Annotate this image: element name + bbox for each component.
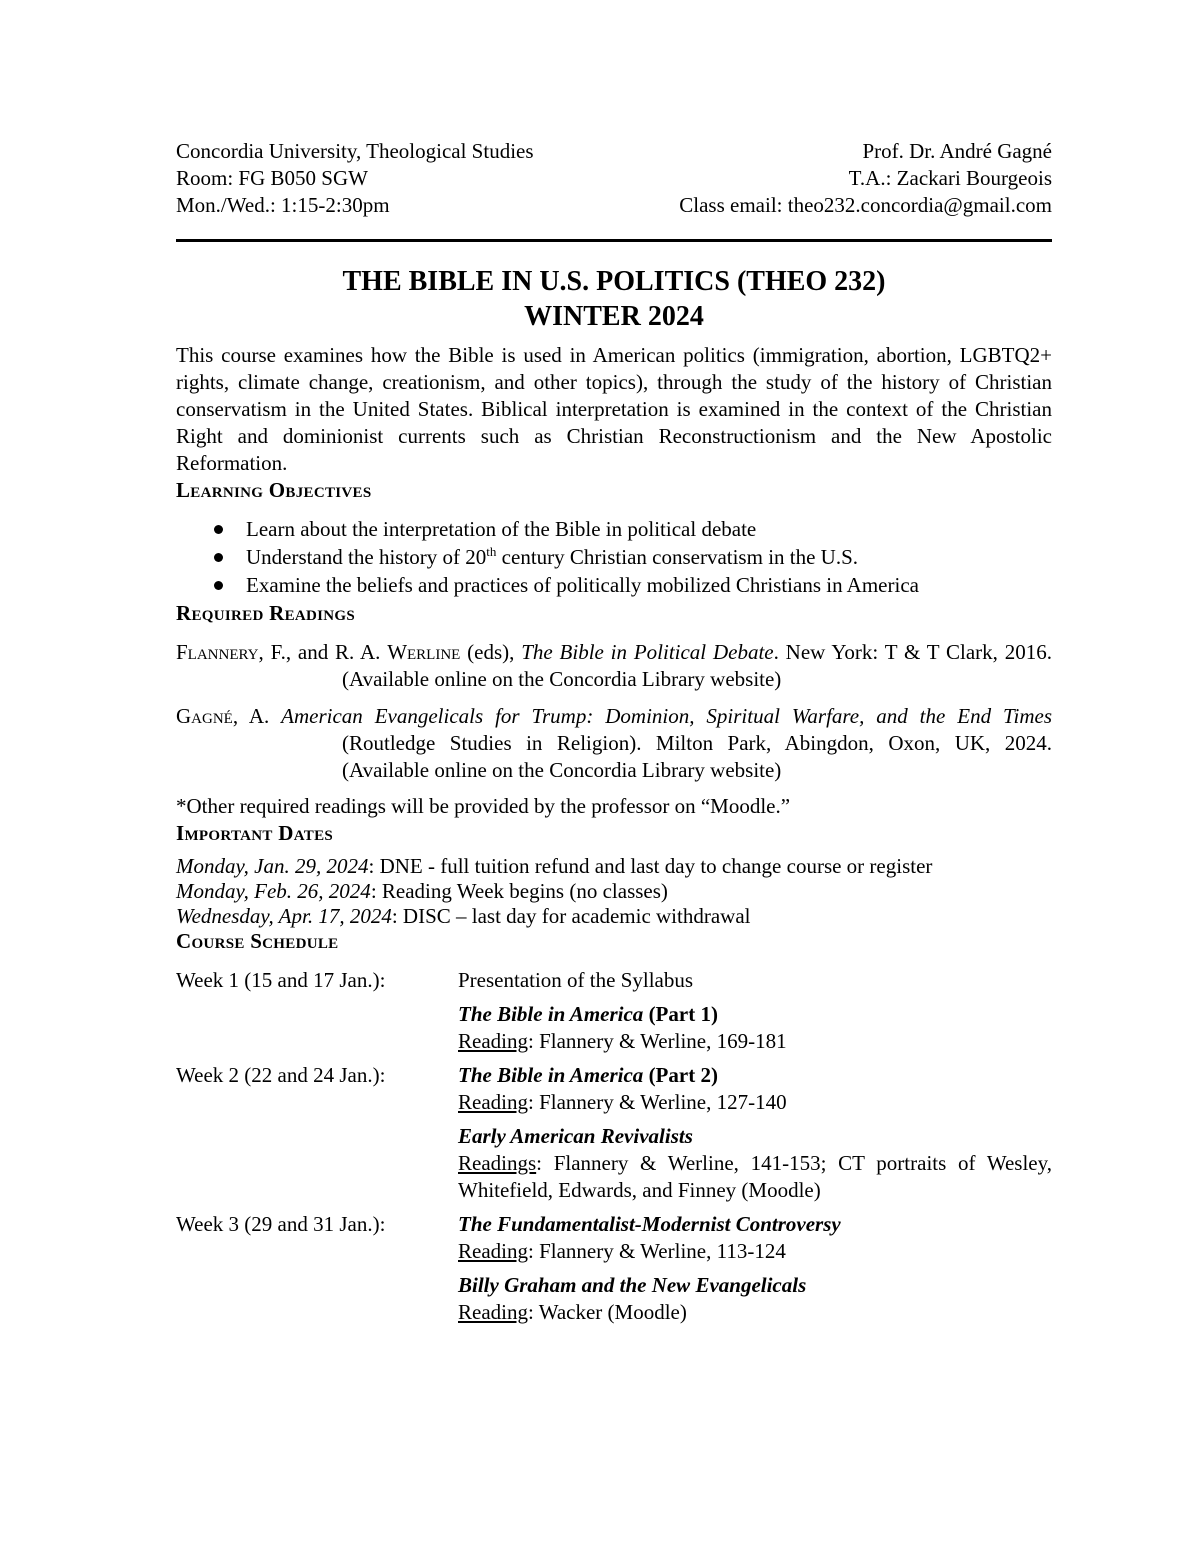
objective-text: Understand the history of 20 xyxy=(246,545,487,569)
week-body xyxy=(458,1211,1052,1326)
reading-text: : Flannery & Werline, 169-181 xyxy=(527,1029,787,1053)
date-label: Monday, Feb. 26, 2024 xyxy=(176,879,371,903)
objectives-heading: Learning Objectives xyxy=(176,478,372,502)
schedule-item xyxy=(458,1001,1052,1055)
dates-list xyxy=(176,853,1052,928)
dates-heading: Important Dates xyxy=(176,821,334,845)
room: Room: FG B050 SGW xyxy=(176,166,368,190)
date-text: : DISC – last day for academic withdrawal xyxy=(391,904,751,928)
ref-text: (eds), xyxy=(460,640,522,664)
superscript: th xyxy=(486,544,497,559)
bullet-icon xyxy=(214,525,223,534)
objective-text: Learn about the interpretation of the Bible in political debate xyxy=(246,517,757,541)
ref-text: . New York: T & T Clark, 2016. (Available online on the Concordia Library website) xyxy=(342,640,1052,691)
schedule-item xyxy=(458,1062,1052,1116)
week-body xyxy=(458,967,1052,1055)
page-content xyxy=(176,138,1052,1326)
date-item xyxy=(176,903,1052,928)
topic-italic: The Bible in America xyxy=(458,1002,644,1026)
schedule-item xyxy=(458,1272,1052,1326)
reading-text: : Flannery & Werline, 127-140 xyxy=(527,1090,787,1114)
date-text: : DNE - full tuition refund and last day to change course or register xyxy=(368,854,933,878)
topic-italic: Early American Revivalists xyxy=(458,1124,693,1148)
schedule-heading: Course Schedule xyxy=(176,929,339,953)
topic-rest: (Part 1) xyxy=(643,1002,718,1026)
topic-title xyxy=(458,1062,1052,1089)
header-divider xyxy=(176,239,1052,242)
reading-reference-1 xyxy=(176,639,1052,693)
week-label: Week 2 (22 and 24 Jan.): xyxy=(176,1063,386,1087)
schedule-item xyxy=(458,1211,1052,1265)
topic-title xyxy=(458,1123,1052,1150)
objective-text: Examine the beliefs and practices of politically mobilized Christians in America xyxy=(246,573,919,597)
schedule-week-2 xyxy=(176,1062,1052,1204)
class-email: Class email: theo232.concordia@gmail.com xyxy=(679,193,1052,217)
reading-line xyxy=(458,1238,1052,1265)
readings-note: *Other required readings will be provided by the professor on “Moodle.” xyxy=(176,794,791,818)
topic-title xyxy=(458,1001,1052,1028)
date-item xyxy=(176,853,1052,878)
course-title xyxy=(176,264,1052,334)
header-row-1 xyxy=(176,138,1052,165)
reading-line xyxy=(458,1028,1052,1055)
university-dept: Concordia University, Theological Studies xyxy=(176,139,534,163)
teaching-assistant: T.A.: Zackari Bourgeois xyxy=(848,166,1052,190)
book-title: American Evangelicals for Trump: Dominion, Spiritual Warfare, and the End Times xyxy=(281,704,1052,728)
ref-text: , F., and R. A. xyxy=(258,640,388,664)
reading-line xyxy=(458,1089,1052,1116)
list-item xyxy=(176,544,1052,572)
course-description: This course examines how the Bible is used in American politics (immigration, abortion, LGBTQ2+ rights, climate change, creationism, and other topics), through the study of the history of Christian conservatism in the United States. Biblical interpretation is examined in the context of the Christian Right and dominionist currents such as Christian Reconstructionism and the New Apostolic Reformation. xyxy=(176,343,1052,475)
schedule-week-1 xyxy=(176,967,1052,1055)
class-times: Mon./Wed.: 1:15-2:30pm xyxy=(176,193,390,217)
reading-text: : Wacker (Moodle) xyxy=(527,1300,687,1324)
topic-rest: (Part 2) xyxy=(643,1063,718,1087)
topic-italic: The Fundamentalist-Modernist Controversy xyxy=(458,1212,841,1236)
topic-italic: Billy Graham and the New Evangelicals xyxy=(458,1273,807,1297)
date-item xyxy=(176,878,1052,903)
bullet-icon xyxy=(214,553,223,562)
topic-italic: The Bible in America xyxy=(458,1063,644,1087)
objective-text: century Christian conservatism in the U.S. xyxy=(496,545,859,569)
date-label: Monday, Jan. 29, 2024 xyxy=(176,854,369,878)
schedule-item xyxy=(458,1123,1052,1204)
reading-label: Reading xyxy=(458,1239,528,1263)
list-item xyxy=(176,516,1052,544)
date-text: : Reading Week begins (no classes) xyxy=(370,879,668,903)
header-row-3 xyxy=(176,192,1052,219)
reading-line xyxy=(458,1150,1052,1204)
author-name: Gagné xyxy=(176,704,233,728)
ref-text: , A. xyxy=(232,704,282,728)
book-title: The Bible in Political Debate xyxy=(521,640,774,664)
objectives-list xyxy=(176,516,1052,600)
ref-text: (Routledge Studies in Religion). Milton Park, Abingdon, Oxon, UK, 2024. (Available online on the Concordia Library website) xyxy=(342,731,1052,782)
author-name: Flannery xyxy=(176,640,259,664)
topic-title xyxy=(458,1272,1052,1299)
topic-title xyxy=(458,1211,1052,1238)
week-label: Week 3 (29 and 31 Jan.): xyxy=(176,1212,386,1236)
course-title-line: THE BIBLE IN U.S. POLITICS (THEO 232) xyxy=(342,266,886,297)
author-name: Werline xyxy=(387,640,461,664)
reading-reference-2 xyxy=(176,703,1052,784)
header-row-2 xyxy=(176,165,1052,192)
date-label: Wednesday, Apr. 17, 2024 xyxy=(176,904,392,928)
course-header xyxy=(176,138,1052,242)
readings-heading: Required Readings xyxy=(176,601,356,625)
schedule-item xyxy=(458,967,1052,994)
term-title: WINTER 2024 xyxy=(524,301,704,332)
bullet-icon xyxy=(214,581,223,590)
list-item xyxy=(176,572,1052,600)
reading-text: : Flannery & Werline, 141-153; CT portraits of Wesley, Whitefield, Edwards, and Finney (Moodle) xyxy=(458,1151,1052,1202)
week-label: Week 1 (15 and 17 Jan.): xyxy=(176,968,386,992)
week-body xyxy=(458,1062,1052,1204)
reading-text: : Flannery & Werline, 113-124 xyxy=(527,1239,786,1263)
reading-line xyxy=(458,1299,1052,1326)
professor: Prof. Dr. André Gagné xyxy=(862,139,1052,163)
reading-label: Reading xyxy=(458,1300,528,1324)
reading-label: Reading xyxy=(458,1029,528,1053)
presentation-text: Presentation of the Syllabus xyxy=(458,968,694,992)
reading-label: Readings xyxy=(458,1151,537,1175)
reading-label: Reading xyxy=(458,1090,528,1114)
schedule-week-3 xyxy=(176,1211,1052,1326)
